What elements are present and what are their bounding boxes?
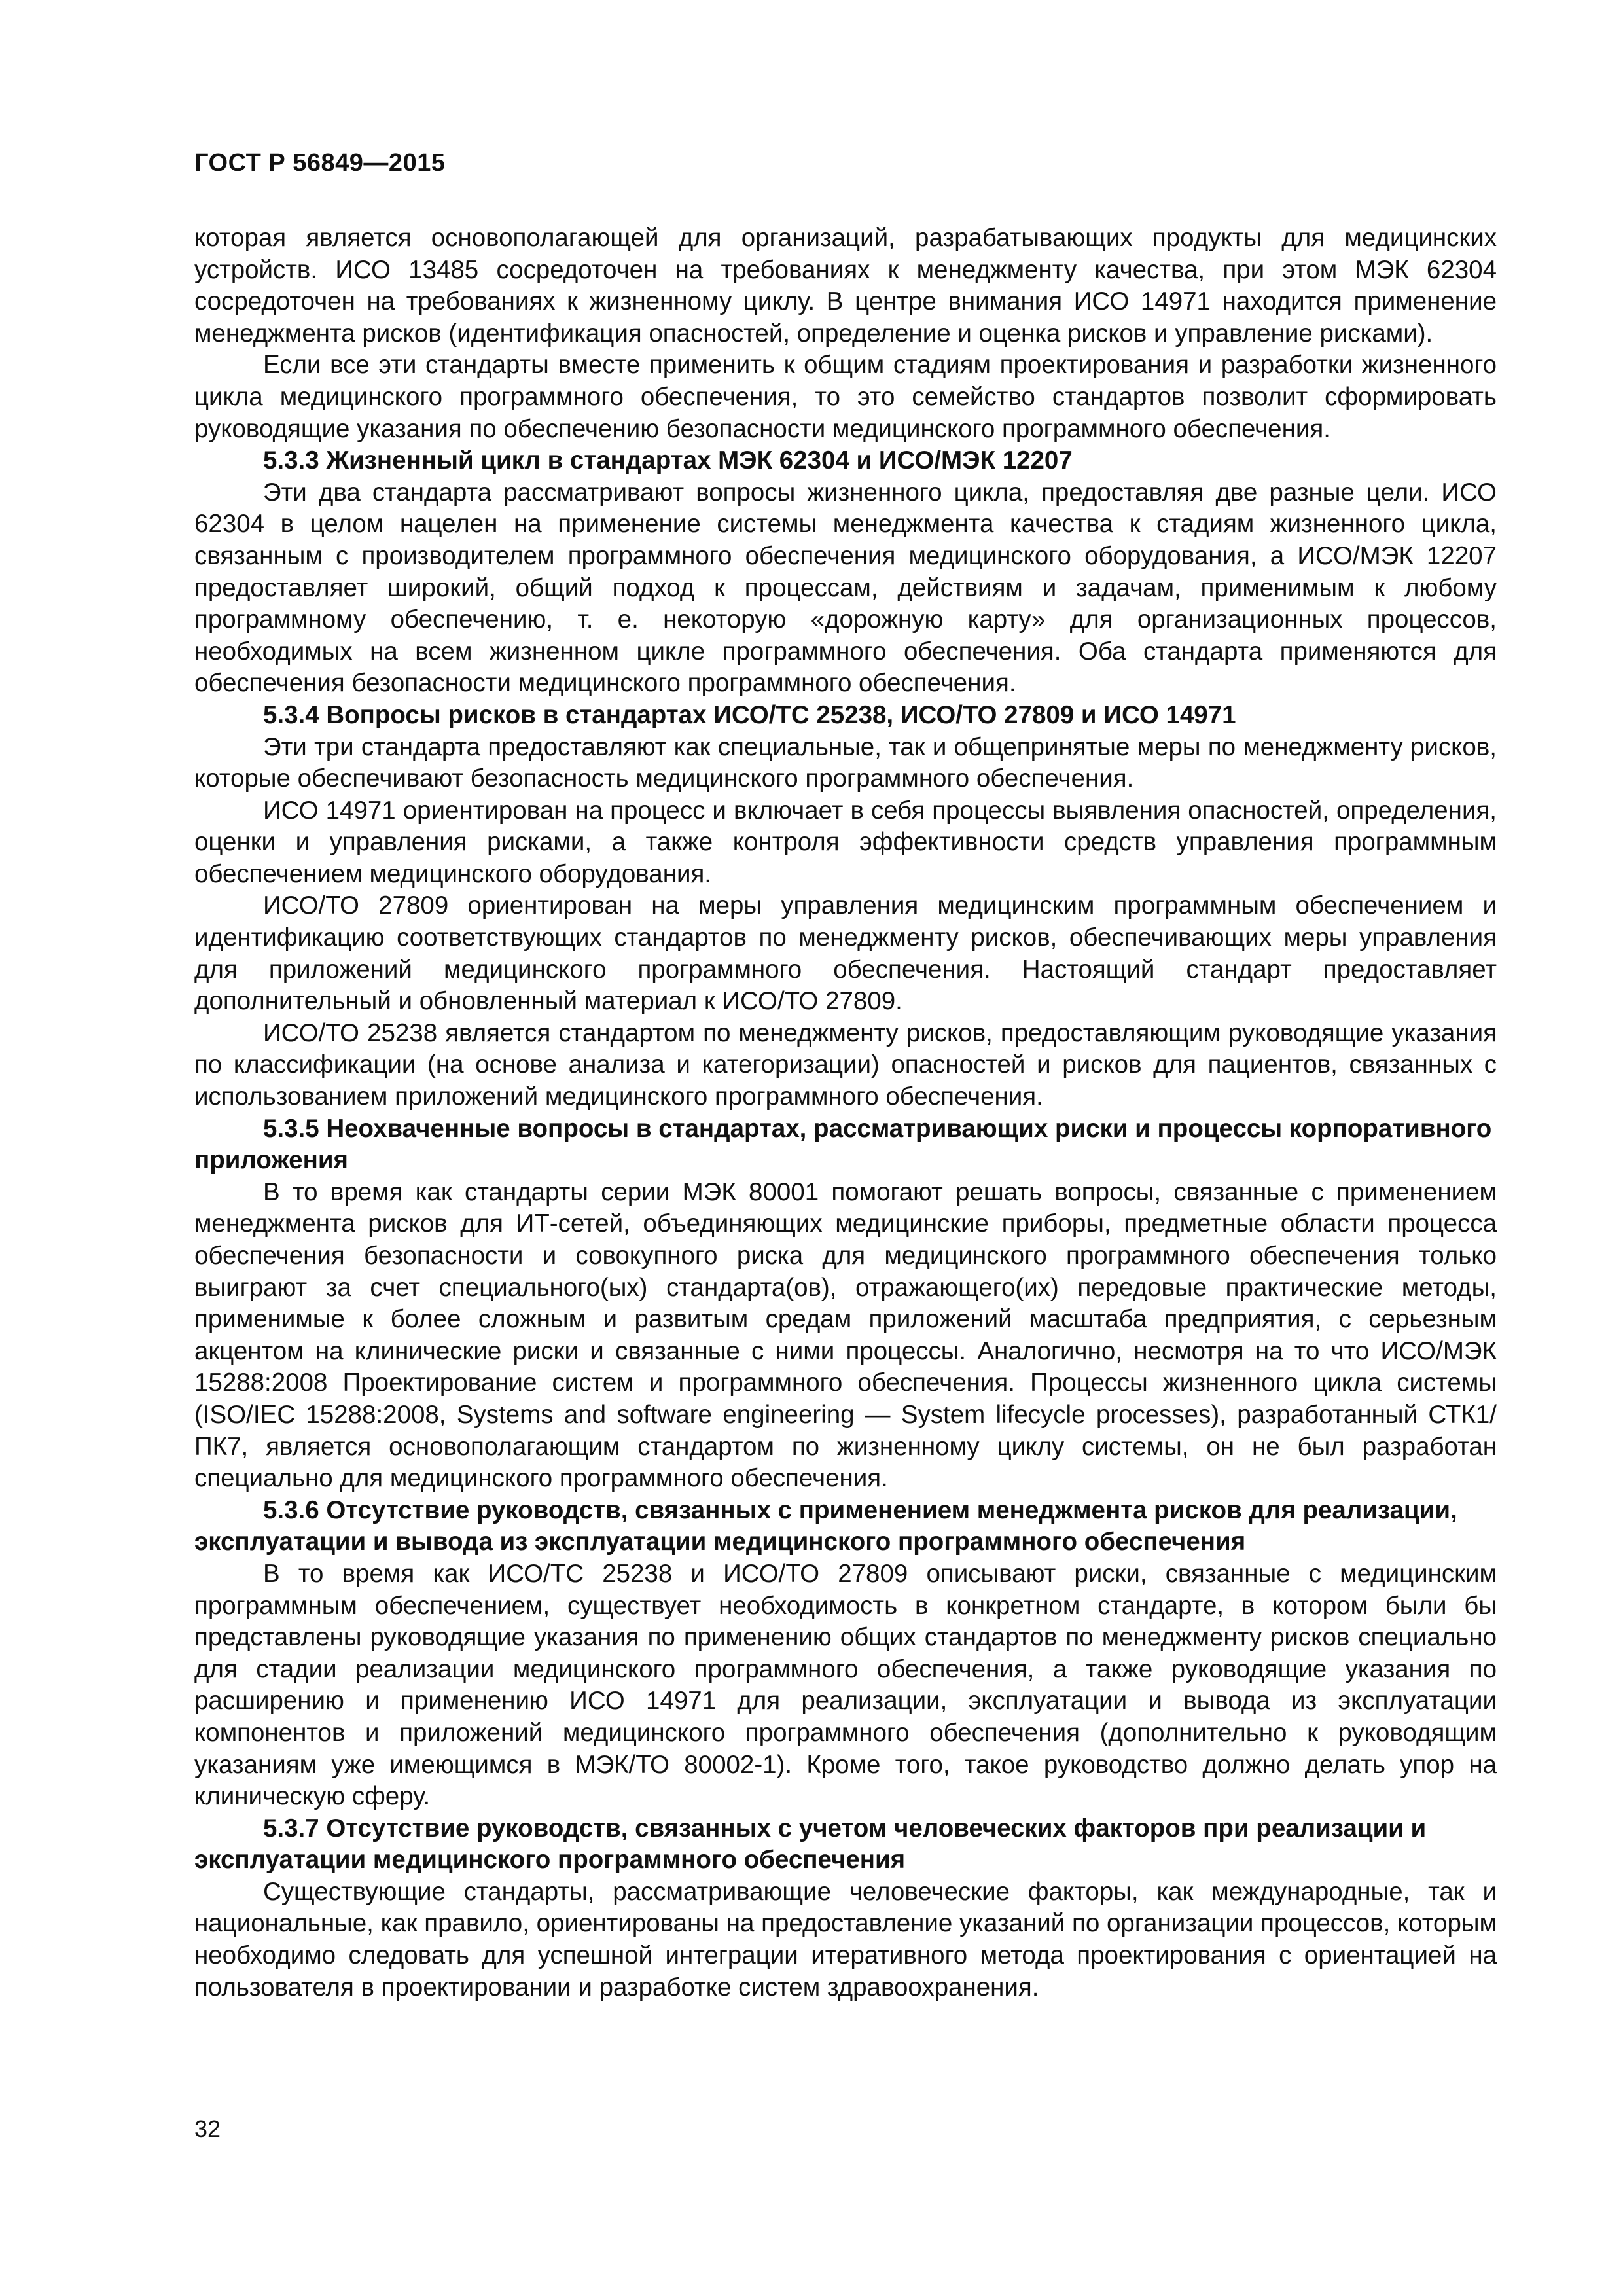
- paragraph-human-factors: Существующие стандарты, рассматривающие человеческие факторы, как международные, так и национальные, как правило, ориентированы на предоставление указаний по организации процессов, которым необходимо следовать для успешной интеграции итеративного метода проектирования с ориентацией на пользователя в проектировании и разработке систем здравоохранения.: [194, 1877, 1497, 2001]
- section-heading-5-3-3: 5.3.3 Жизненный цикл в стандартах МЭК 62304 и ИСО/МЭК 12207: [263, 446, 1073, 475]
- paragraph-three-standards: Эти три стандарта предоставляют как специальные, так и общепринятые меры по менеджменту рисков, которые обеспечивают безопасность медицинского программного обеспечения.: [194, 732, 1497, 793]
- section-heading-5-3-6: 5.3.6 Отсутствие руководств, связанных с применением менеджмента рисков для реализации, эксплуатации и вывода из эксплуатации медицинского программного обеспечения: [194, 1496, 1457, 1556]
- document-code-header: ГОСТ Р 56849—2015: [194, 149, 446, 177]
- paragraph-iso-to-25238: ИСО/ТО 25238 является стандартом по менеджменту рисков, предоставляющим руководящие указания по классификации (на основе анализа и категоризации) опасностей и рисков для пациентов, связанных с использованием приложений медицинского программного обеспечения.: [194, 1018, 1497, 1111]
- section-heading-5-3-5: 5.3.5 Неохваченные вопросы в стандартах, рассматривающих риски и процессы корпоративного приложения: [194, 1114, 1492, 1175]
- paragraph-iso-to-27809: ИСО/ТО 27809 ориентирован на меры управления медицинским программным обеспечением и идентификацию соответствующих стандартов по менеджменту рисков, обеспечивающих меры управления для приложений медицинского программного обеспечения. Настоящий стандарт предоставляет дополнительный и обновленный материал к ИСО/ТО 27809.: [194, 891, 1497, 1016]
- section-heading-5-3-4: 5.3.4 Вопросы рисков в стандартах ИСО/ТС 25238, ИСО/ТО 27809 и ИСО 14971: [263, 700, 1236, 729]
- paragraph-iec-80001: В то время как стандарты серии МЭК 80001 помогают решать вопросы, связанные с применением менеджмента рисков для ИТ-сетей, объединяющих медицинские приборы, предметные области процесса обеспечения безопасности и совокупного риска для медицинского программного обеспечения только выиграют за счет специального(ых) стандарта(ов), отражающего(их) передовые практические методы, применимые к более сложным и развитым средам приложений масштаба предприятия, с серьезным акцентом на клинические риски и связанные с ними процессы. Аналогично, несмотря на то что ИСО/МЭК 15288:2008 Проектирование систем и программного обеспечения. Процессы жизненного цикла системы (ISO/IEC 15288:2008, Systems and software engineering — System lifecycle processes), разработанный СТК1/ПК7, является основополагающим стандартом по жизненному циклу системы, он не был разработан специально для медицинского программного обеспечения.: [194, 1177, 1497, 1493]
- section-heading-5-3-7: 5.3.7 Отсутствие руководств, связанных с учетом человеческих факторов при реализации и эксплуатации медицинского программного обеспечения: [194, 1814, 1427, 1874]
- page-number: 32: [194, 2115, 221, 2142]
- paragraph-standards-family: Если все эти стандарты вместе применить к общим стадиям проектирования и разработки жизненного цикла медицинского программного обеспечения, то это семейство стандартов позволит сформировать руководящие указания по обеспечению безопасности медицинского программного обеспечения.: [194, 351, 1497, 443]
- paragraph-risk-management-guidance: В то время как ИСО/ТС 25238 и ИСО/ТО 27809 описывают риски, связанные с медицинским программным обеспечением, существует необходимость в конкретном стандарте, в котором были бы представлены руководящие указания по применению общих стандартов по менеджменту рисков специально для стадии реализации медицинского программного обеспечения, а также руководящие указания по расширению и применению ИСО 14971 для реализации, эксплуатации и вывода из эксплуатации компонентов и приложений медицинского программного обеспечения (дополнительно к руководящим указаниям уже имеющимся в МЭК/ТО 80002-1). Кроме того, такое руководство должно делать упор на клиническую сферу.: [194, 1559, 1497, 1811]
- document-body: [194, 223, 1497, 2003]
- paragraph-iso-14971: ИСО 14971 ориентирован на процесс и включает в себя процессы выявления опасностей, определения, оценки и управления рисками, а также контроля эффективности средств управления программным обеспечением медицинского оборудования.: [194, 796, 1497, 888]
- paragraph-lifecycle-standards: Эти два стандарта рассматривают вопросы жизненного цикла, предоставляя две разные цели. ИСО 62304 в целом нацелен на применение системы менеджмента качества к стадиям жизненного цикла, связанным с производителем программного обеспечения медицинского оборудования, а ИСО/МЭК 12207 предоставляет широкий, общий подход к процессам, действиям и задачам, применимым к любому программному обеспечению, т. е. некоторую «дорожную карту» для организационных процессов, необходимых на всем жизненном цикле программного обеспечения. Оба стандарта применяются для обеспечения безопасности медицинского программного обеспечения.: [194, 478, 1497, 698]
- paragraph-continuation: которая является основополагающей для организаций, разрабатывающих продукты для медицинских устройств. ИСО 13485 сосредоточен на требованиях к менеджменту качества, при этом МЭК 62304 сосредоточен на требованиях к жизненному циклу. В центре внимания ИСО 14971 находится применение менеджмента рисков (идентификация опасностей, определение и оценка рисков и управление рисками).: [194, 224, 1497, 348]
